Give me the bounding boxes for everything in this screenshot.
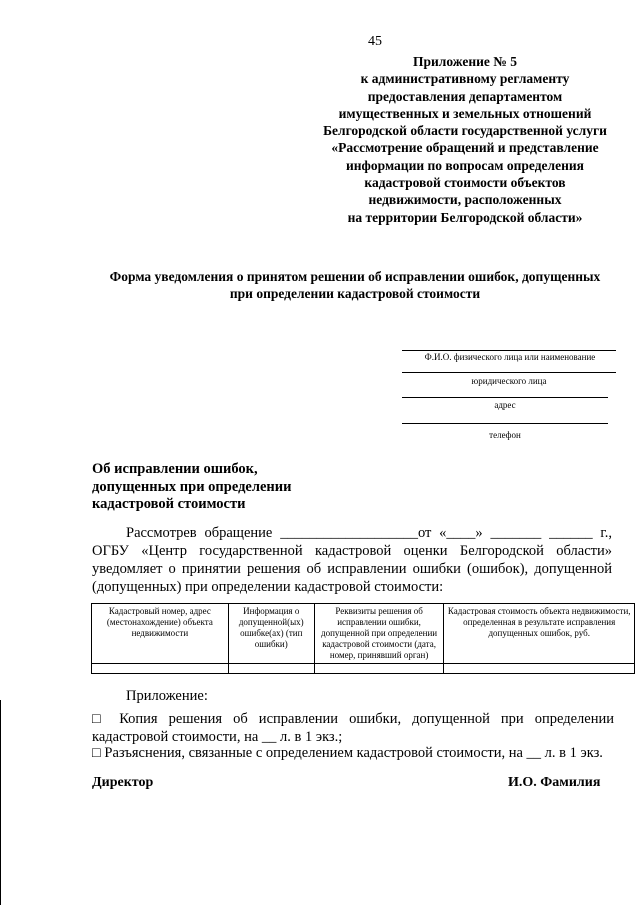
subject-block (92, 461, 292, 514)
recipient-name-label-2: юридического лица (471, 376, 547, 386)
signature-name: И.О. Фамилия (508, 775, 601, 790)
recipient-phone-label: телефон (489, 430, 521, 440)
appendix-line: недвижимости, расположенных (368, 192, 562, 208)
recipient-address-label: адрес (494, 400, 516, 410)
subject-line: допущенных при определении (92, 478, 292, 495)
attachment-item: □ Разъяснения, связанные с определением кадастровой стоимости, на __ л. в 1 экз. (92, 745, 603, 761)
table-cell[interactable] (228, 664, 314, 674)
body-paragraph (92, 524, 612, 596)
recipient-name-label: Ф.И.О. физического лица или наименование (424, 352, 596, 362)
table-header-cell: Информация о допущенной(ых) ошибке(ах) (тип ошибки) (228, 604, 314, 664)
table-header-cell: Реквизиты решения об исправлении ошибки, допущенной при определении кадастровой стоимости (дата, номер, принявший орган) (314, 604, 444, 664)
attachments-heading: Приложение: (126, 688, 208, 704)
form-title (90, 268, 620, 302)
appendix-line: Белгородской области государственной услуги (323, 123, 607, 139)
form-title-line: Форма уведомления о принятом решении об исправлении ошибок, допущенных (109, 269, 601, 284)
appendix-line: Приложение № 5 (413, 54, 517, 69)
recipient-name-line (402, 350, 616, 351)
subject-line: кадастровой стоимости (92, 496, 246, 512)
table-cell[interactable] (314, 664, 444, 674)
table-header-cell: Кадастровый номер, адрес (местонахождение) объекта недвижимости (92, 604, 229, 664)
attachment-item: □ Копия решения об исправлении ошибки, допущенной при определении кадастровой стоимости, на __ л. в 1 экз.; (92, 711, 614, 745)
table-header-row (92, 604, 635, 664)
table-cell[interactable] (444, 664, 635, 674)
appendix-line: «Рассмотрение обращений и представление (331, 140, 599, 156)
table-row (92, 664, 635, 674)
appendix-line: информации по вопросам определения (346, 157, 584, 173)
appendix-line: имущественных и земельных отношений (338, 105, 592, 121)
appendix-line: к административному регламенту (360, 71, 570, 87)
table-cell[interactable] (92, 664, 229, 674)
scan-edge (0, 700, 1, 905)
appendix-line: предоставления департаментом (367, 88, 563, 104)
appendix-header (300, 53, 630, 226)
appendix-line: на территории Белгородской области» (347, 209, 583, 225)
form-title-line: при определении кадастровой стоимости (229, 286, 481, 301)
table-header-cell: Кадастровая стоимость объекта недвижимости, определенная в результате исправления допущенных ошибок, руб. (444, 604, 635, 664)
appendix-line: кадастровой стоимости объектов (364, 175, 566, 191)
subject-line: Об исправлении ошибок, (92, 461, 258, 477)
signature-position: Директор (92, 775, 154, 790)
recipient-address-line (402, 397, 608, 398)
page-number: 45 (368, 34, 382, 49)
recipient-phone-line (402, 423, 608, 424)
recipient-name-line-2 (402, 372, 616, 373)
body-text: Рассмотрев обращение ___________________от «____» _______ ______ г., ОГБУ «Центр государственной кадастровой оценки Белгородской области» уведомляет о принятии решения об исправлении ошибки (ошибок), допущенной (допущенных) при определении кадастровой стоимости: (92, 525, 612, 595)
errors-table (91, 603, 635, 674)
